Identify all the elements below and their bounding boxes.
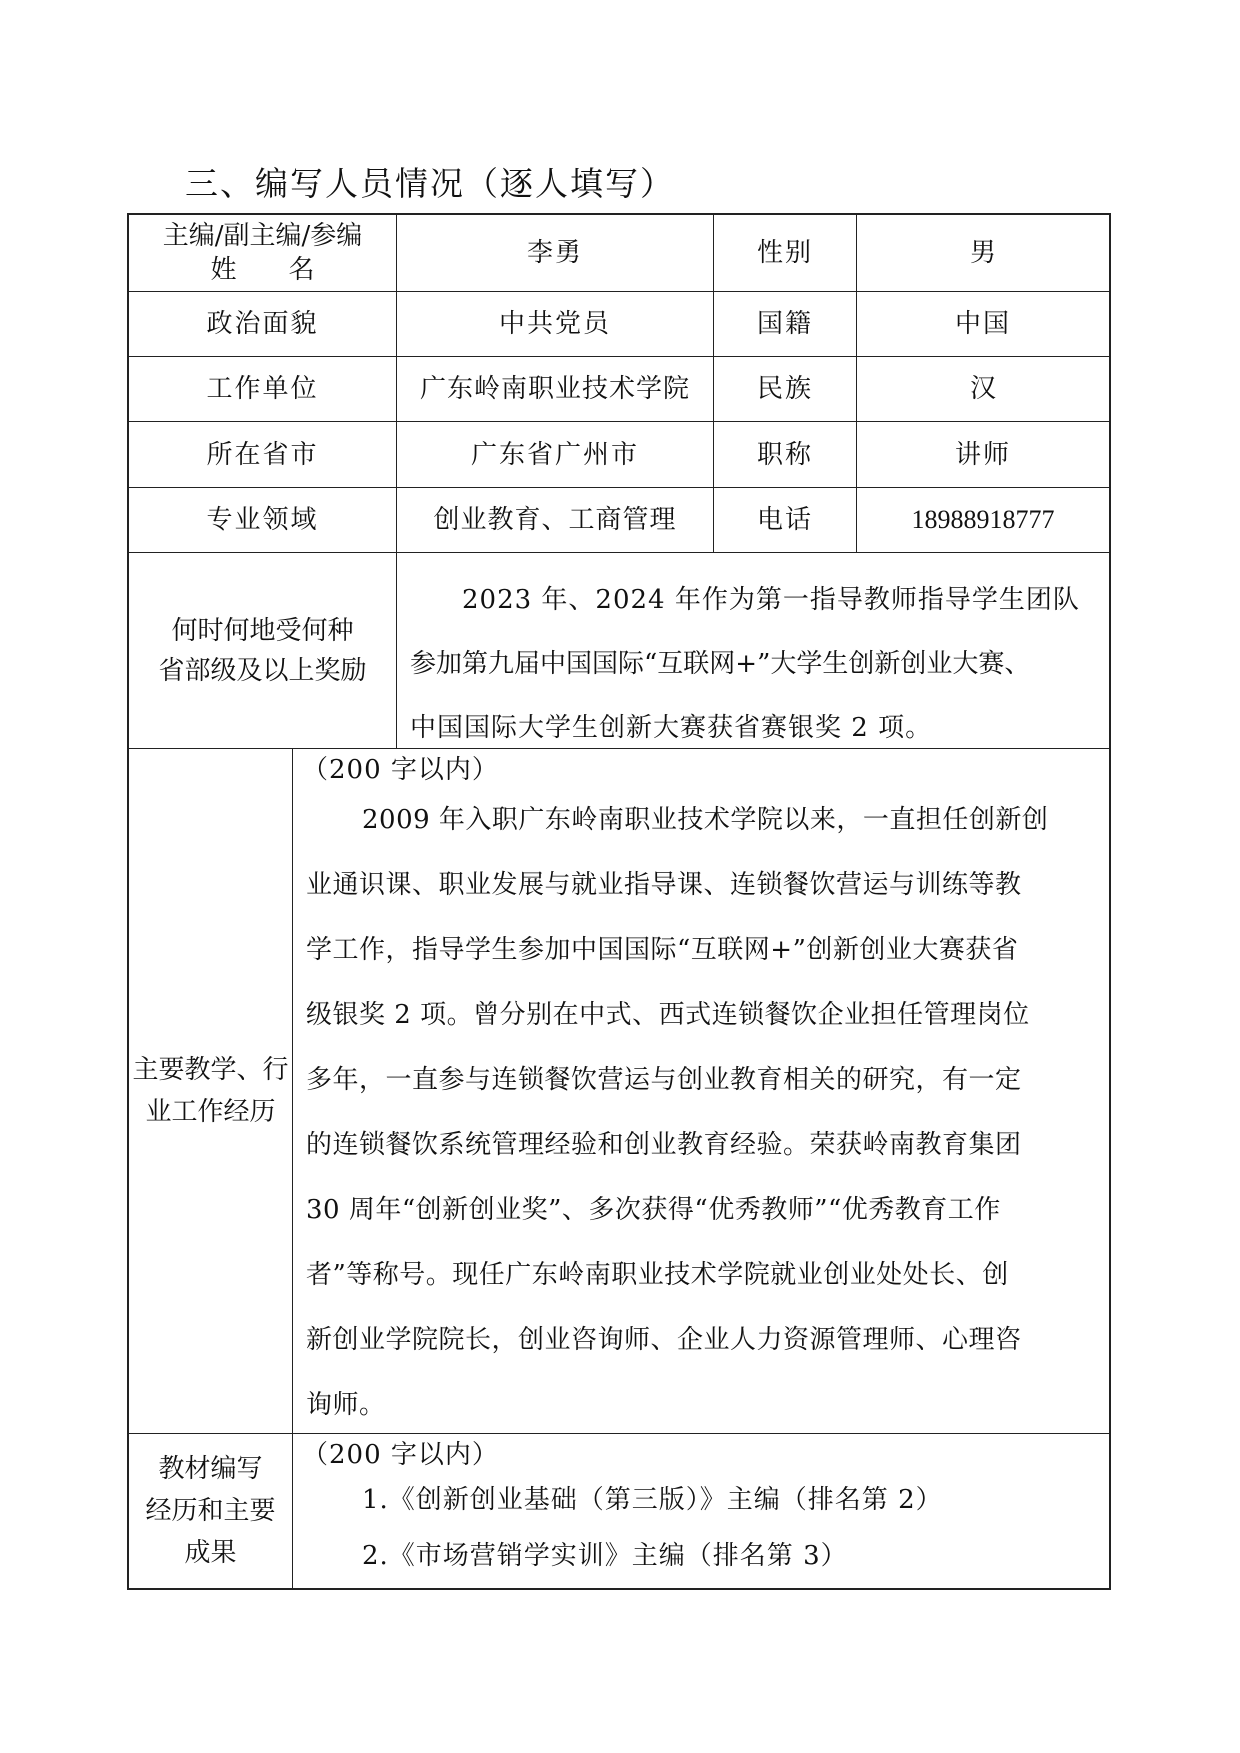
experience-line: 多年，一直参与连锁餐饮营运与创业教育相关的研究，有一定 <box>306 1065 1022 1095</box>
gender-label: 性别 <box>756 238 813 268</box>
experience-line: 30 周年“创新创业奖”、多次获得“优秀教师”“优秀教育工作 <box>306 1195 1001 1225</box>
phone-label: 电话 <box>756 505 813 535</box>
column-divider <box>292 748 293 1589</box>
experience-line: 的连锁餐饮系统管理经验和创业教育经验。荣获岭南教育集团 <box>306 1130 1022 1160</box>
section-title: 三、编写人员情况（逐人填写） <box>185 164 675 203</box>
experience-line: 2009 年入职广东岭南职业技术学院以来，一直担任创新创 <box>362 805 1049 835</box>
table-border-bottom <box>127 1588 1111 1590</box>
experience-line: 新创业学院院长，创业咨询师、企业人力资源管理师、心理咨 <box>306 1325 1022 1355</box>
province-label: 所在省市 <box>206 439 319 470</box>
employer-value: 广东岭南职业技术学院 <box>419 374 690 404</box>
awards-line: 中国国际大学生创新大赛获省赛银奖 2 项。 <box>410 713 933 743</box>
awards-label-line1: 何时何地受何种 <box>171 615 354 646</box>
phone-value: 18988918777 <box>911 505 1055 534</box>
experience-label-line1: 主要教学、行 <box>132 1055 289 1085</box>
textbook-item: 1.《创新创业基础（第三版）》主编（排名第 2） <box>362 1485 943 1515</box>
textbooks-label-line3: 成果 <box>184 1538 237 1568</box>
name-label-line2: 姓 名 <box>210 255 315 285</box>
textbook-item: 2.《市场营销学实训》主编（排名第 3） <box>362 1541 848 1571</box>
name-value: 李勇 <box>526 238 583 268</box>
province-value: 广东省广州市 <box>470 439 639 470</box>
employer-label: 工作单位 <box>206 374 319 404</box>
experience-hint: （200 字以内） <box>302 755 499 785</box>
experience-label-line2: 业工作经历 <box>145 1097 276 1127</box>
ethnicity-label: 民族 <box>756 374 813 404</box>
field-value: 创业教育、工商管理 <box>433 505 677 535</box>
gender-value: 男 <box>969 238 996 268</box>
experience-line: 者”等称号。现任广东岭南职业技术学院就业创业处处长、创 <box>306 1260 1009 1290</box>
nationality-label: 国籍 <box>756 309 813 339</box>
name-label-line1: 主编/副主编/参编 <box>162 221 363 251</box>
awards-line: 参加第九届中国国际“互联网+”大学生创新创业大赛、 <box>410 649 1031 679</box>
textbooks-label-line2: 经历和主要 <box>145 1496 276 1526</box>
experience-line: 业通识课、职业发展与就业指导课、连锁餐饮营运与训练等教 <box>306 870 1022 900</box>
textbooks-hint: （200 字以内） <box>302 1440 499 1470</box>
textbooks-label-line1: 教材编写 <box>158 1454 263 1484</box>
textbooks-label <box>129 1434 292 1588</box>
textbooks-content <box>362 1472 1098 1584</box>
title-label: 职称 <box>756 439 813 470</box>
experience-line: 级银奖 2 项。曾分别在中式、西式连锁餐饮企业担任管理岗位 <box>306 1000 1030 1030</box>
experience-line: 询师。 <box>306 1390 386 1420</box>
political-value: 中共党员 <box>498 309 611 339</box>
awards-label-line2: 省部级及以上奖励 <box>158 655 367 686</box>
political-label: 政治面貌 <box>206 309 319 339</box>
awards-label <box>129 553 396 748</box>
nationality-value: 中国 <box>954 309 1011 339</box>
ethnicity-value: 汉 <box>969 374 996 404</box>
table-border-right <box>1109 213 1111 1590</box>
experience-label <box>129 749 292 1433</box>
awards-line: 2023 年、2024 年作为第一指导教师指导学生团队 <box>462 585 1080 615</box>
awards-content <box>410 568 1100 760</box>
experience-line: 学工作，指导学生参加中国国际“互联网+”创新创业大赛获省 <box>306 935 1019 965</box>
name-label <box>129 215 396 291</box>
field-label: 专业领域 <box>206 505 319 535</box>
title-value: 讲师 <box>954 439 1011 470</box>
experience-content <box>306 788 1098 1438</box>
